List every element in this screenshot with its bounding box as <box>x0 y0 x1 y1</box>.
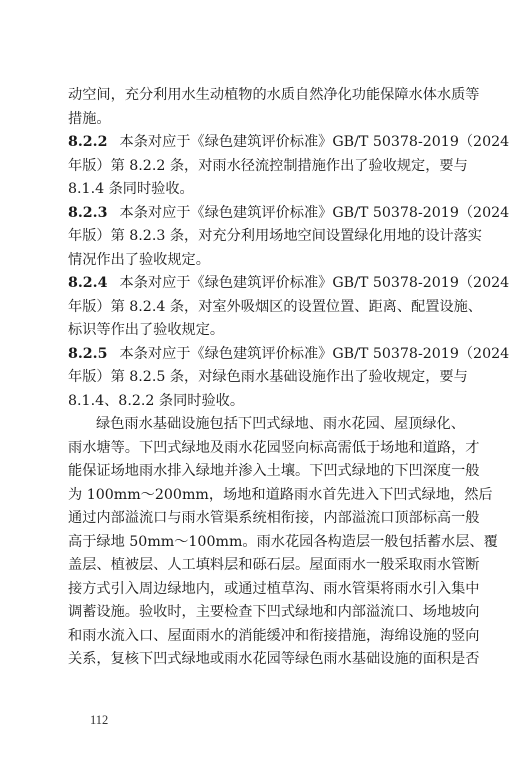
line-text: 措施。 <box>68 110 111 127</box>
clause-line <box>68 202 510 226</box>
text-line <box>68 249 463 273</box>
text-line <box>68 84 480 108</box>
text-line <box>68 225 482 249</box>
line-text: 关系，复核下凹式绿地或雨水花园等绿色雨水基础设施的面积是否 <box>68 651 480 667</box>
clause-number: 8.2.5 <box>68 345 108 362</box>
clause-number: 8.2.4 <box>68 275 108 291</box>
text-line <box>68 108 463 132</box>
line-text: 接方式引入周边绿地内，或通过植草沟、雨水管渠将雨水引入集中 <box>68 580 480 597</box>
text-line <box>68 437 480 461</box>
text-line <box>68 413 463 437</box>
body-text <box>68 84 510 672</box>
line-text: 高于绿地 50mm～100mm。雨水花园各构造层一般包括蓄水层、覆 <box>68 533 498 550</box>
line-text: 和雨水流入口、屋面雨水的消能缓冲和衔接措施，海绵设施的竖向 <box>68 627 480 644</box>
line-text: 能保证场地雨水排入绿地并渗入土壤。下凹式绿地的下凹深度一般 <box>68 463 480 479</box>
line-text: 本条对应于《绿色建筑评价标准》GB/T 50378-2019（2024 <box>119 134 510 150</box>
line-text: 8.1.4 条同时验收。 <box>68 181 194 197</box>
text-line <box>68 390 463 414</box>
line-text: 本条对应于《绿色建筑评价标准》GB/T 50378-2019（2024 <box>119 345 510 362</box>
text-line <box>68 578 480 602</box>
line-text: 雨水塘等。下凹式绿地及雨水花园竖向标高需低于场地和道路，才 <box>68 439 480 456</box>
clause-number: 8.2.3 <box>68 204 108 221</box>
line-text: 年版）第 8.2.5 条，对绿色雨水基础设施作出了验收规定，要与 <box>68 369 468 385</box>
clause-line <box>68 343 510 367</box>
line-text: 本条对应于《绿色建筑评价标准》GB/T 50378-2019（2024 <box>119 275 510 291</box>
line-text: 年版）第 8.2.4 条，对室外吸烟区的设置位置、距离、配置设施、 <box>68 298 482 315</box>
line-text: 情况作出了验收规定。 <box>68 251 210 268</box>
line-text: 调蓄设施。验收时，主要检查下凹式绿地和内部溢流口、场地坡向 <box>68 604 480 620</box>
text-line <box>68 366 468 390</box>
line-text: 本条对应于《绿色建筑评价标准》GB/T 50378-2019（2024 <box>119 204 510 221</box>
text-line <box>68 554 480 578</box>
text-line <box>68 648 480 672</box>
line-text: 标识等作出了验收规定。 <box>68 322 225 338</box>
line-text: 年版）第 8.2.3 条，对充分利用场地空间设置绿化用地的设计落实 <box>68 228 482 244</box>
text-line <box>68 625 480 649</box>
line-text: 8.1.4、8.2.2 条同时验收。 <box>68 392 245 409</box>
line-text: 盖层、植被层、人工填料层和砾石层。屋面雨水一般采取雨水管断 <box>68 557 480 573</box>
line-text: 绿色雨水基础设施包括下凹式绿地、雨水花园、屋顶绿化、 <box>96 416 465 432</box>
line-text: 年版）第 8.2.2 条，对雨水径流控制措施作出了验收规定，要与 <box>68 157 468 174</box>
page-number: 112 <box>90 713 109 727</box>
clause-line <box>68 272 510 296</box>
text-line <box>68 601 480 625</box>
text-line <box>68 178 463 202</box>
text-line <box>68 460 480 484</box>
clause-line <box>68 131 510 155</box>
line-text: 通过内部溢流口与雨水管渠系统相衔接，内部溢流口顶部标高一般 <box>68 510 480 526</box>
text-line <box>68 296 482 320</box>
text-line <box>68 507 480 531</box>
line-text: 为 100mm～200mm，场地和道路雨水首先进入下凹式绿地，然后 <box>68 486 493 503</box>
text-line <box>68 155 468 179</box>
clause-number: 8.2.2 <box>68 134 108 150</box>
line-text: 动空间，充分利用水生动植物的水质自然净化功能保障水体水质等 <box>68 87 480 103</box>
text-line <box>68 319 463 343</box>
text-line <box>68 531 498 555</box>
text-line <box>68 484 493 508</box>
